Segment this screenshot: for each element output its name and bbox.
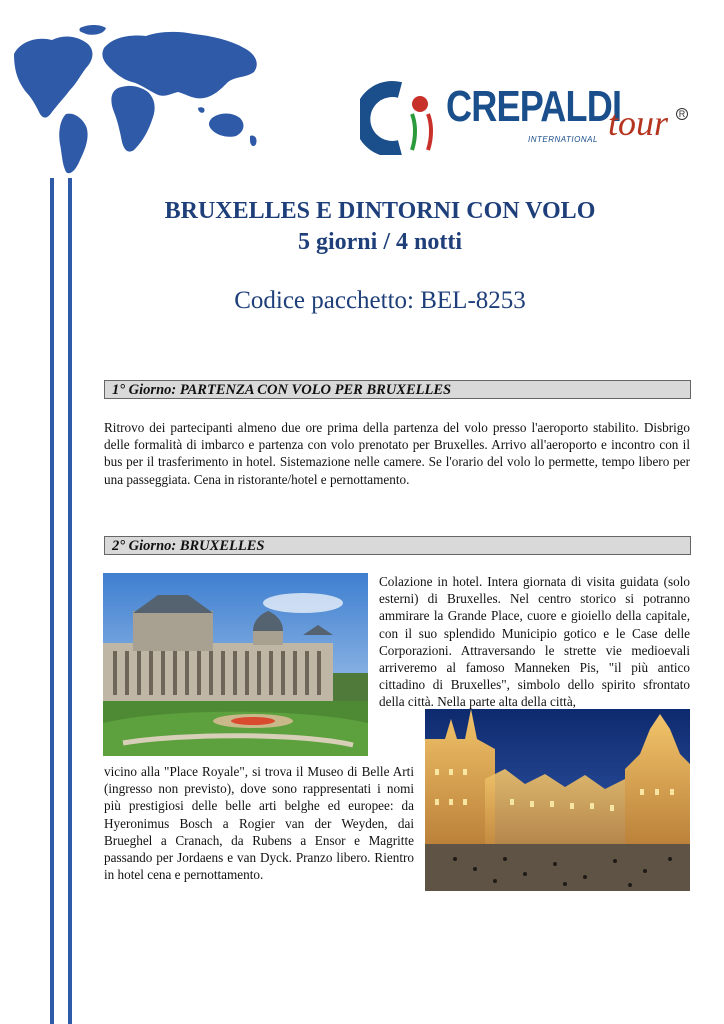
registered-mark: R bbox=[676, 108, 688, 120]
logo-brand-tour: tour bbox=[608, 103, 669, 143]
package-code: Codice pacchetto: BEL-8253 bbox=[234, 287, 526, 314]
tour-title: BRUXELLES E DINTORNI CON VOLO bbox=[164, 198, 596, 224]
day-2-description-part1: Colazione in hotel. Intera giornata di visita guidata (solo esterni) di Bruxelles. Nel centro storico si potranno ammirare la Grande Place, cuore e gioiello della capitale, con il suo splendido Municipio gotico e le Case delle Corporazioni. Attraversando le strette vie medioevali arriveremo al famoso Manneken Pis, "il più antico cittadino di Bruxelles", simbolo dello spirito sfrontato della città. Nella parte alta della città, bbox=[379, 574, 690, 710]
crepaldi-logo bbox=[360, 80, 690, 155]
day-2-header: 2° Giorno: BRUXELLES bbox=[104, 536, 691, 555]
day-2-description-part2: vicino alla "Place Royale", si trova il Museo di Belle Arti (ingresso non previsto), dove sono rappresentati i nomi più prestigiosi delle belle arti belghe ed europee: da Hyeronimus Bosch a Rogier van der Weyden, dai Brueghel a Cranach, da Rubens a Ensor e Magritte passando per Jordaens e van Dyck. Pranzo libero. Rientro in hotel cena e pernottamento. bbox=[104, 764, 414, 883]
decorative-bar-right bbox=[68, 178, 72, 1024]
world-map-image bbox=[6, 14, 268, 184]
logo-brand-name: CREPALDI bbox=[446, 82, 622, 131]
royal-palace-photo bbox=[103, 573, 368, 756]
logo-brand-sub: INTERNATIONAL bbox=[528, 135, 598, 144]
tour-duration: 5 giorni / 4 notti bbox=[297, 229, 462, 255]
day-1-header: 1° Giorno: PARTENZA CON VOLO PER BRUXELLES bbox=[104, 380, 691, 399]
day-1-description: Ritrovo dei partecipanti almeno due ore prima della partenza del volo presso l'aeroporto stabilito. Disbrigo delle formalità di imbarco e partenza con volo prenotato per Bruxelles. Arrivo all'aeroporto e incontro con il bus per il trasferimento in hotel. Sistemazione nelle camere. Se l'orario del volo lo permette, tempo libero per una passeggiata. Cena in ristorante/hotel e pernottamento. bbox=[104, 420, 690, 487]
decorative-bar-left bbox=[50, 178, 54, 1024]
grand-place-photo bbox=[425, 709, 690, 891]
logo-mark-icon bbox=[360, 80, 440, 155]
